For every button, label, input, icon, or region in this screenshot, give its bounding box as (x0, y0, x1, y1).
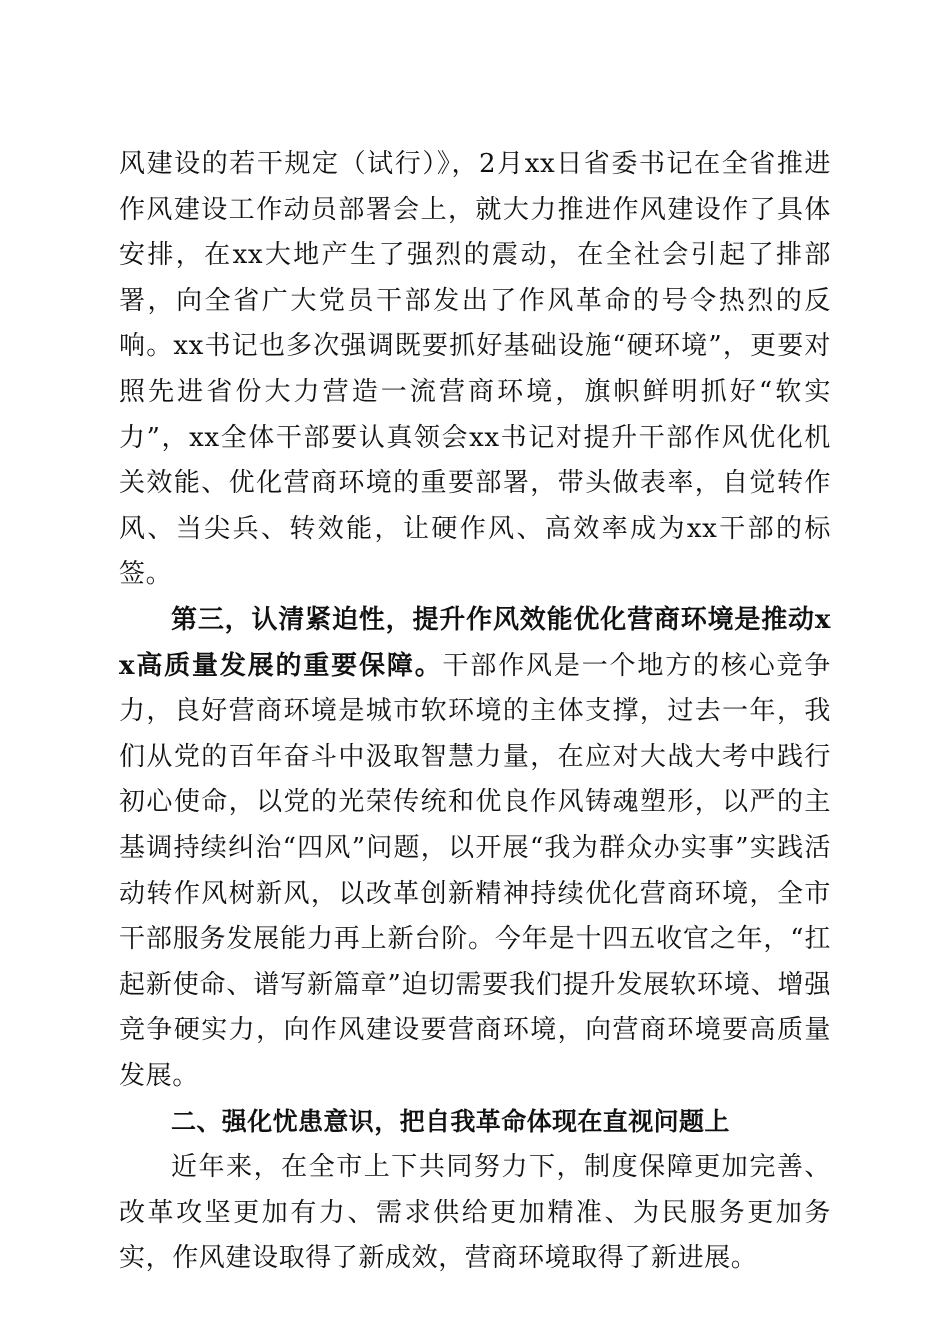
section-heading: 二、强化忧患意识，把自我革命体现在直视问题上 (171, 1107, 730, 1137)
paragraph-section-intro: 近年来，在全市上下共同努力下，制度保障更加完善、改革攻坚更加有力、需求供给更加精准、为民服务更加务实，作风建设取得了新成效，营商环境取得了新进展。 (119, 1152, 831, 1274)
paragraph-body-text: 干部作风是一个地方的核心竞争力，良好营商环境是城市软环境的主体支撑，过去一年，我们从党的百年奋斗中汲取智慧力量，在应对大战大考中践行初心使命，以党的光荣传统和优良作风铸魂塑形，以严的主基调持续纠治“四风”问题，以开展“我为群众办实事”实践活动转作风树新风，以改革创新精神持续优化营商环境，全市干部服务发展能力再上新台阶。今年是十四五收官之年，“扛起新使命、谱写新篇章”迫切需要我们提升发展软环境、增强竞争硬实力，向作风建设要营商环境，向营商环境要高质量发展。 (119, 650, 831, 1091)
document-body (119, 142, 831, 1282)
paragraph-third-point (119, 598, 831, 1100)
paragraph-continued: 风建设的若干规定（试行）》，2月xx日省委书记在全省推进作风建设工作动员部署会上，就大力推进作风建设作了具体安排，在xx大地产生了强烈的震动，在全社会引起了排部署，向全省广大党员干部发出了作风革命的号令热烈的反响。xx书记也多次强调既要抓好基础设施“硬环境”，更要对照先进省份大力营造一流营商环境，旗帜鲜明抓好“软实力”，xx全体干部要认真领会xx书记对提升干部作风优化机关效能、优化营商环境的重要部署，带头做表率，自觉转作风、当尖兵、转效能，让硬作风、高效率成为xx干部的标签。 (119, 149, 831, 590)
paragraph-lead-sentence: 第三，认清紧迫性，提升作风效能优化营商环境是推动xx高质量发展的重要保障。 (119, 604, 831, 681)
